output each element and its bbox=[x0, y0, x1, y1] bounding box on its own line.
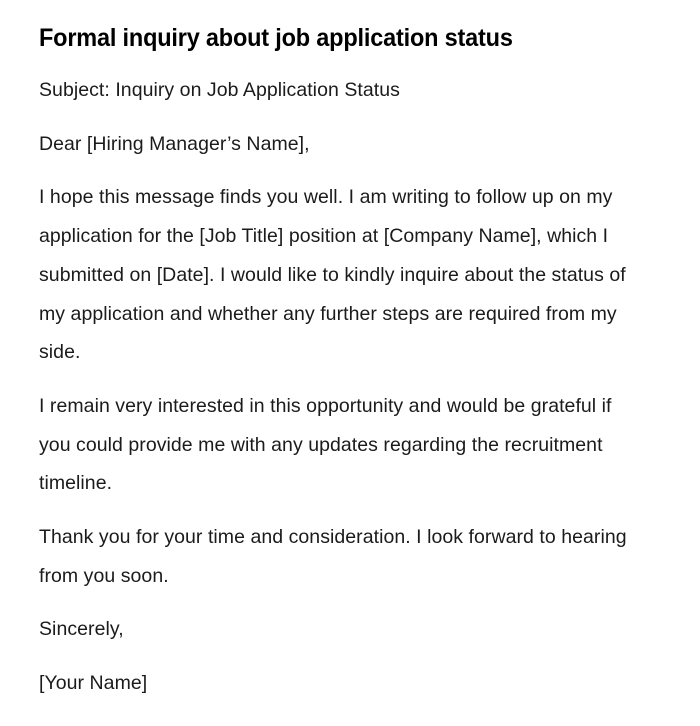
letter-body bbox=[39, 71, 639, 703]
subject-line: Subject: Inquiry on Job Application Status bbox=[39, 79, 400, 101]
body-paragraph-1: I hope this message finds you well. I am writing to follow up on my application for the [Job Title] position at [Company Name], which I submitted on [Date]. I would like to kindly inquire about the status of my application and whether any further steps are required from my side. bbox=[39, 186, 626, 364]
body-paragraph-3: Thank you for your time and consideration. I look forward to hearing from you soon. bbox=[39, 526, 627, 587]
signature-line: [Your Name] bbox=[39, 672, 148, 695]
body-paragraph-2: I remain very interested in this opportunity and would be grateful if you could provide me with any updates regarding the recruitment timeline. bbox=[39, 394, 612, 495]
page-title: Formal inquiry about job application status bbox=[39, 24, 513, 52]
closing-line: Sincerely, bbox=[39, 618, 124, 641]
salutation-line: Dear [Hiring Manager’s Name], bbox=[39, 132, 310, 155]
